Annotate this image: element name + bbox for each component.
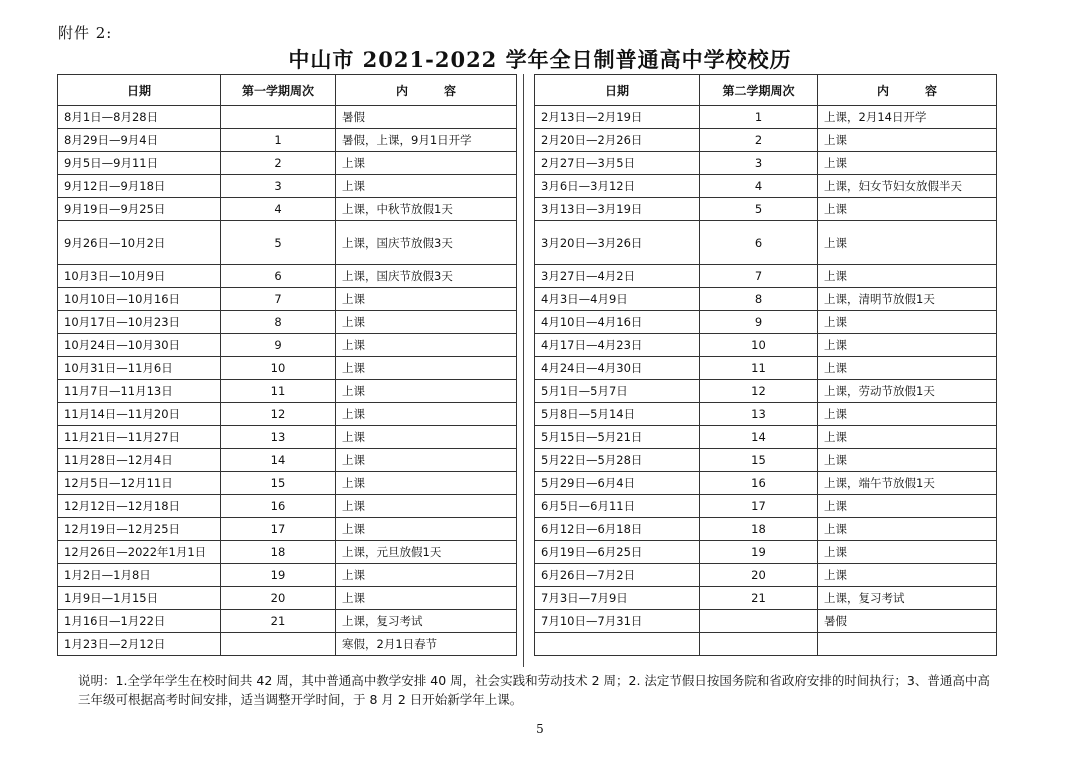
week-cell: 14 — [221, 449, 336, 472]
week-cell — [221, 106, 336, 129]
week-cell: 1 — [700, 106, 818, 129]
date-cell: 4月24日—4月30日 — [535, 357, 700, 380]
date-cell: 10月10日—10月16日 — [58, 288, 221, 311]
week-cell: 3 — [700, 152, 818, 175]
table-row — [535, 288, 997, 311]
content-cell: 上课 — [336, 564, 517, 587]
date-cell: 12月5日—12月11日 — [58, 472, 221, 495]
column-header-date: 日期 — [535, 75, 700, 106]
table-row — [58, 610, 517, 633]
date-cell: 9月19日—9月25日 — [58, 198, 221, 221]
table-row — [535, 564, 997, 587]
content-cell: 上课，劳动节放假1天 — [818, 380, 997, 403]
column-header-week: 第二学期周次 — [700, 75, 818, 106]
week-cell: 3 — [221, 175, 336, 198]
content-cell — [818, 633, 997, 656]
week-cell: 5 — [221, 221, 336, 265]
week-cell: 18 — [221, 541, 336, 564]
semester1-table — [57, 74, 517, 656]
week-cell — [700, 633, 818, 656]
table-row — [58, 198, 517, 221]
date-cell: 11月14日—11月20日 — [58, 403, 221, 426]
table-row — [535, 175, 997, 198]
table-row — [535, 357, 997, 380]
week-cell: 6 — [221, 265, 336, 288]
date-cell: 12月12日—12月18日 — [58, 495, 221, 518]
week-cell: 6 — [700, 221, 818, 265]
content-cell: 上课，复习考试 — [336, 610, 517, 633]
date-cell: 2月20日—2月26日 — [535, 129, 700, 152]
date-cell: 3月13日—3月19日 — [535, 198, 700, 221]
week-cell: 11 — [221, 380, 336, 403]
column-header-date: 日期 — [58, 75, 221, 106]
table-row — [58, 152, 517, 175]
week-cell: 17 — [221, 518, 336, 541]
content-cell: 上课 — [336, 403, 517, 426]
content-cell: 上课 — [336, 334, 517, 357]
table-row — [58, 403, 517, 426]
content-cell: 上课 — [336, 518, 517, 541]
week-cell: 16 — [700, 472, 818, 495]
week-cell: 15 — [700, 449, 818, 472]
week-cell: 7 — [221, 288, 336, 311]
date-cell: 5月29日—6月4日 — [535, 472, 700, 495]
week-cell — [221, 633, 336, 656]
attachment-label: 附件 2: — [58, 24, 113, 42]
date-cell: 6月5日—6月11日 — [535, 495, 700, 518]
content-cell: 上课 — [336, 380, 517, 403]
content-cell: 上课 — [818, 221, 997, 265]
date-cell: 10月17日—10月23日 — [58, 311, 221, 334]
table-row — [58, 380, 517, 403]
table-row — [535, 106, 997, 129]
table-row — [535, 221, 997, 265]
content-cell: 上课 — [336, 587, 517, 610]
column-header-content: 内 容 — [818, 75, 997, 106]
content-cell: 上课 — [818, 311, 997, 334]
table-row — [58, 633, 517, 656]
content-cell: 上课，国庆节放假3天 — [336, 221, 517, 265]
content-cell: 上课，2月14日开学 — [818, 106, 997, 129]
date-cell: 1月9日—1月15日 — [58, 587, 221, 610]
table-row — [535, 152, 997, 175]
date-cell: 5月8日—5月14日 — [535, 403, 700, 426]
week-cell: 21 — [221, 610, 336, 633]
page-number: 5 — [536, 722, 544, 736]
content-cell: 上课 — [818, 403, 997, 426]
table-row — [535, 633, 997, 656]
date-cell: 1月2日—1月8日 — [58, 564, 221, 587]
content-cell: 上课 — [336, 495, 517, 518]
week-cell: 14 — [700, 426, 818, 449]
content-cell: 上课 — [818, 357, 997, 380]
date-cell: 6月26日—7月2日 — [535, 564, 700, 587]
content-cell: 上课 — [336, 449, 517, 472]
week-cell: 17 — [700, 495, 818, 518]
content-cell: 上课 — [336, 357, 517, 380]
content-cell: 上课 — [818, 495, 997, 518]
content-cell: 上课 — [818, 449, 997, 472]
date-cell: 9月12日—9月18日 — [58, 175, 221, 198]
week-cell — [700, 610, 818, 633]
week-cell: 10 — [221, 357, 336, 380]
content-cell: 上课，中秋节放假1天 — [336, 198, 517, 221]
week-cell: 2 — [221, 152, 336, 175]
table-row — [58, 587, 517, 610]
date-cell: 3月6日—3月12日 — [535, 175, 700, 198]
date-cell: 4月10日—4月16日 — [535, 311, 700, 334]
table-divider — [523, 74, 524, 667]
week-cell: 8 — [221, 311, 336, 334]
table-header-row — [58, 75, 517, 106]
date-cell: 5月1日—5月7日 — [535, 380, 700, 403]
week-cell: 10 — [700, 334, 818, 357]
week-cell: 9 — [221, 334, 336, 357]
date-cell: 6月12日—6月18日 — [535, 518, 700, 541]
content-cell: 寒假，2月1日春节 — [336, 633, 517, 656]
content-cell: 上课 — [818, 198, 997, 221]
table-row — [58, 518, 517, 541]
table-row — [58, 175, 517, 198]
week-cell: 19 — [221, 564, 336, 587]
table-row — [535, 541, 997, 564]
date-cell: 7月10日—7月31日 — [535, 610, 700, 633]
week-cell: 16 — [221, 495, 336, 518]
week-cell: 18 — [700, 518, 818, 541]
content-cell: 上课 — [336, 288, 517, 311]
week-cell: 12 — [700, 380, 818, 403]
table-row — [535, 472, 997, 495]
table-row — [535, 129, 997, 152]
week-cell: 4 — [221, 198, 336, 221]
date-cell: 4月17日—4月23日 — [535, 334, 700, 357]
date-cell — [535, 633, 700, 656]
content-cell: 上课 — [336, 472, 517, 495]
content-cell: 上课，清明节放假1天 — [818, 288, 997, 311]
date-cell: 9月26日—10月2日 — [58, 221, 221, 265]
week-cell: 5 — [700, 198, 818, 221]
date-cell: 10月31日—11月6日 — [58, 357, 221, 380]
date-cell: 5月22日—5月28日 — [535, 449, 700, 472]
table-row — [535, 403, 997, 426]
content-cell: 上课 — [818, 265, 997, 288]
week-cell: 8 — [700, 288, 818, 311]
document-title: 中山市 2021-2022 学年全日制普通高中学校校历 — [288, 47, 792, 72]
content-cell: 上课 — [336, 426, 517, 449]
content-cell: 上课，元旦放假1天 — [336, 541, 517, 564]
table-row — [58, 221, 517, 265]
table-row — [58, 334, 517, 357]
table-row — [535, 311, 997, 334]
content-cell: 上课，妇女节妇女放假半天 — [818, 175, 997, 198]
week-cell: 4 — [700, 175, 818, 198]
content-cell: 上课，复习考试 — [818, 587, 997, 610]
table-row — [58, 564, 517, 587]
date-cell: 8月29日—9月4日 — [58, 129, 221, 152]
table-row — [535, 426, 997, 449]
content-cell: 上课 — [818, 518, 997, 541]
week-cell: 20 — [221, 587, 336, 610]
content-cell: 上课 — [336, 175, 517, 198]
date-cell: 9月5日—9月11日 — [58, 152, 221, 175]
date-cell: 1月16日—1月22日 — [58, 610, 221, 633]
date-cell: 3月20日—3月26日 — [535, 221, 700, 265]
date-cell: 11月28日—12月4日 — [58, 449, 221, 472]
table-row — [58, 106, 517, 129]
content-cell: 上课 — [818, 564, 997, 587]
table-row — [58, 449, 517, 472]
table-row — [535, 518, 997, 541]
date-cell: 11月21日—11月27日 — [58, 426, 221, 449]
week-cell: 7 — [700, 265, 818, 288]
week-cell: 13 — [700, 403, 818, 426]
content-cell: 上课 — [818, 541, 997, 564]
table-row — [58, 426, 517, 449]
week-cell: 9 — [700, 311, 818, 334]
week-cell: 15 — [221, 472, 336, 495]
table-row — [535, 265, 997, 288]
week-cell: 2 — [700, 129, 818, 152]
table-row — [58, 129, 517, 152]
table-row — [58, 472, 517, 495]
table-row — [535, 334, 997, 357]
table-row — [535, 380, 997, 403]
content-cell: 上课 — [818, 426, 997, 449]
date-cell: 5月15日—5月21日 — [535, 426, 700, 449]
table-row — [535, 198, 997, 221]
date-cell: 6月19日—6月25日 — [535, 541, 700, 564]
week-cell: 19 — [700, 541, 818, 564]
content-cell: 上课 — [818, 334, 997, 357]
content-cell: 暑假 — [818, 610, 997, 633]
column-header-content: 内 容 — [336, 75, 517, 106]
content-cell: 上课，端午节放假1天 — [818, 472, 997, 495]
footnote: 说明：1.全学年学生在校时间共 42 周，其中普通高中教学安排 40 周，社会实践和劳动技术 2 周；2. 法定节假日按国务院和省政府安排的时间执行；3、普通高中高三年级可根据高考时间安排，适当调整开学时间，于 8 月 2 日开始新学年上课。 — [78, 673, 990, 707]
date-cell: 12月19日—12月25日 — [58, 518, 221, 541]
table-row — [58, 311, 517, 334]
week-cell: 12 — [221, 403, 336, 426]
week-cell: 11 — [700, 357, 818, 380]
table-row — [535, 495, 997, 518]
date-cell: 4月3日—4月9日 — [535, 288, 700, 311]
table-row — [535, 610, 997, 633]
date-cell: 12月26日—2022年1月1日 — [58, 541, 221, 564]
content-cell: 上课，国庆节放假3天 — [336, 265, 517, 288]
content-cell: 上课 — [336, 152, 517, 175]
date-cell: 1月23日—2月12日 — [58, 633, 221, 656]
date-cell: 8月1日—8月28日 — [58, 106, 221, 129]
semester2-table — [534, 74, 997, 656]
calendar-tables — [57, 74, 996, 667]
table-header-row — [535, 75, 997, 106]
table-row — [58, 495, 517, 518]
week-cell: 1 — [221, 129, 336, 152]
date-cell: 10月24日—10月30日 — [58, 334, 221, 357]
table-row — [58, 265, 517, 288]
content-cell: 暑假 — [336, 106, 517, 129]
table-row — [535, 587, 997, 610]
content-cell: 暑假，上课，9月1日开学 — [336, 129, 517, 152]
date-cell: 3月27日—4月2日 — [535, 265, 700, 288]
date-cell: 7月3日—7月9日 — [535, 587, 700, 610]
content-cell: 上课 — [818, 152, 997, 175]
table-row — [535, 449, 997, 472]
date-cell: 11月7日—11月13日 — [58, 380, 221, 403]
table-row — [58, 288, 517, 311]
column-header-week: 第一学期周次 — [221, 75, 336, 106]
content-cell: 上课 — [818, 129, 997, 152]
table-row — [58, 357, 517, 380]
date-cell: 2月13日—2月19日 — [535, 106, 700, 129]
week-cell: 13 — [221, 426, 336, 449]
week-cell: 20 — [700, 564, 818, 587]
date-cell: 10月3日—10月9日 — [58, 265, 221, 288]
content-cell: 上课 — [336, 311, 517, 334]
date-cell: 2月27日—3月5日 — [535, 152, 700, 175]
week-cell: 21 — [700, 587, 818, 610]
table-row — [58, 541, 517, 564]
